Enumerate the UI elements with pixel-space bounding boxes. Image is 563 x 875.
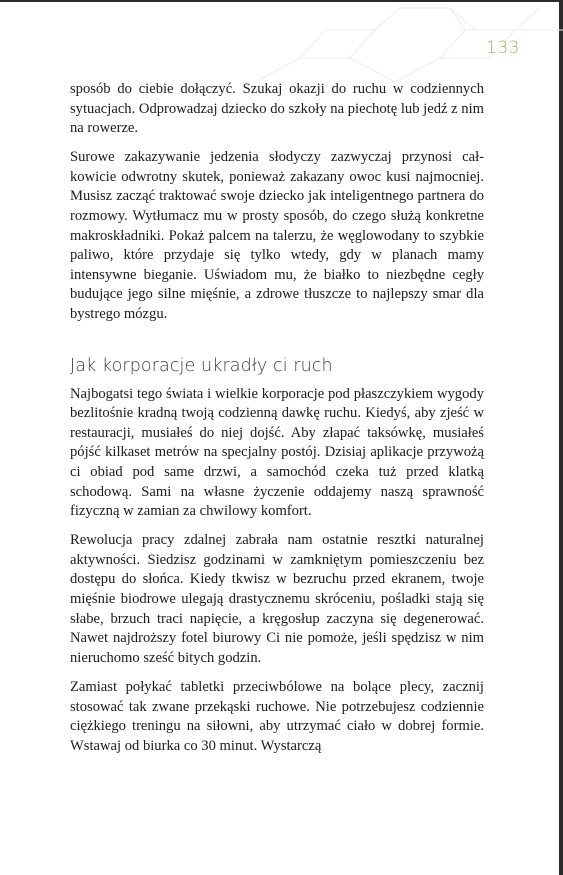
paragraph: Najbogatsi tego świata i wielkie korporacje pod płaszczykiem wygody bezlitośnie kradną twoją codzienną dawkę ruchu. Kiedyś, aby zjeść w restauracji, musiałeś do niej dojść. Aby złapać taksówkę, musiałeś pójść kilkaset metrów na specjalny postój. Dzisiaj aplikacje przywożą ci obiad pod same drzwi, a samochód czeka tuż przed klatką schodową. Sami na własne życzenie oddajemy naszą sprawność fizyczną w zamian za chwilowy komfort. bbox=[70, 385, 484, 520]
page-number: 133 bbox=[486, 38, 520, 58]
page-body bbox=[70, 80, 484, 766]
paragraph: sposób do ciebie dołączyć. Szukaj okazji do ruchu w codziennych sytuacjach. Odprowadzaj dziecko do szkoły na piechotę lub jedź z nim na rowerze. bbox=[70, 81, 484, 137]
paragraph: Rewolucja pracy zdalnej zabrała nam ostatnie resztki naturalnej aktywności. Siedzisz godzinami w zamkniętym pomieszczeniu bez dostępu do słońca. Kiedy tkwisz w bezruchu przed ekranem, twoje mięśnie biodrowe ulegają drastycznemu skróceniu, pośladki stają się słabe, brzuch traci napięcie, a kręgosłup zaczyna się degenerować. Nawet najdroższy fotel biurowy Ci nie pomoże, jeśli spędzisz w nim nieruchomo sześć bitych godzin. bbox=[70, 532, 484, 666]
page-right-border bbox=[559, 0, 563, 875]
paragraph: Zamiast połykać tabletki przeciwbólowe na bolące plecy, zacznij stosować tak zwane przekąski ruchowe. Nie potrzebujesz codziennie ciężkiego treningu na siłowni, aby utrzymać ciało w dobrej formie. Wstawaj od biurka co 30 minut. Wystarczą bbox=[70, 678, 484, 754]
paragraph: Surowe zakazywanie jedzenia słodyczy zazwyczaj przynosi całkowicie odwrotny skutek, ponieważ zakazany owoc kusi najmocniej. Musisz zacząć traktować swoje dziecko jak inteligentnego partnera do rozmowy. Wytłumacz mu w prosty sposób, do czego służą konkretne makroskładniki. Pokaż palcem na talerzu, że węglowodany to szybkie paliwo, które przydaje się tylko wtedy, gdy w planach mamy intensywne bieganie. Uświadom mu, że białko to niezbędne cegły budujące jego silne mięśnie, a zdrowe tłuszcze to najlepszy smar dla bystrego mózgu. bbox=[70, 149, 484, 323]
section-heading: Jak korporacje ukradły ci ruch bbox=[70, 355, 333, 376]
